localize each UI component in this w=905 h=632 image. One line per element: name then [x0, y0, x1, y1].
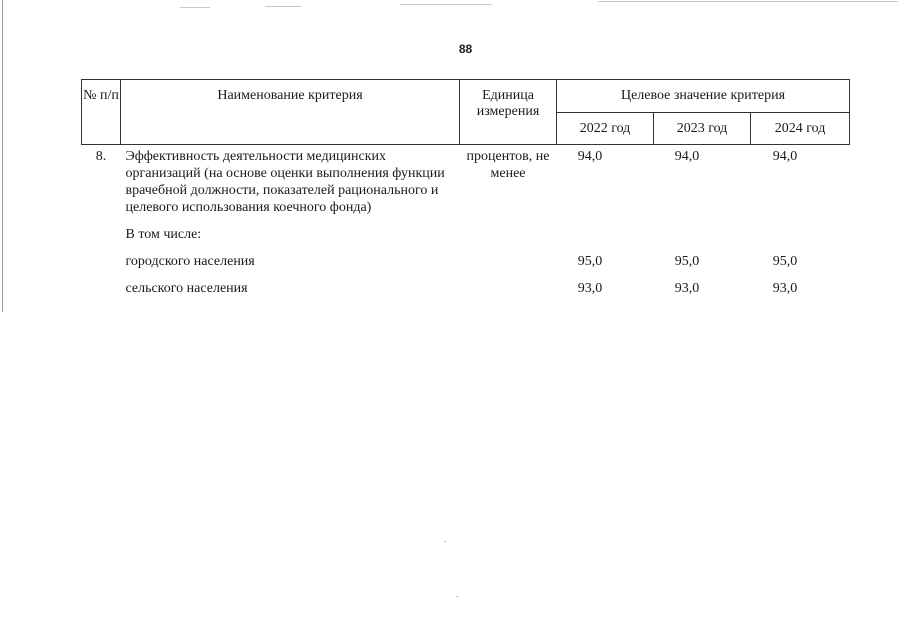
criterion-unit [460, 270, 557, 297]
scan-artifact-line [180, 7, 210, 8]
row-number [82, 270, 121, 297]
header-year-2023: 2023 год [654, 113, 751, 145]
table-row [82, 243, 850, 270]
scan-artifact-line [265, 6, 301, 7]
header-criterion-name: Наименование критерия [121, 80, 460, 145]
subgroup-label: В том числе: [125, 227, 202, 242]
value-2024: 95,0 [772, 254, 798, 269]
header-number: № п/п [82, 80, 121, 145]
value-2023 [654, 216, 751, 243]
criterion-unit [460, 243, 557, 270]
criterion-name: городского населения [125, 254, 255, 269]
value-2023: 95,0 [674, 254, 700, 269]
value-2023: 93,0 [674, 281, 700, 296]
row-number [82, 243, 121, 270]
scan-speck [456, 596, 458, 597]
criteria-table [81, 79, 850, 297]
scan-artifact-line [400, 4, 492, 5]
criterion-unit [460, 216, 557, 243]
value-2024: 94,0 [772, 149, 798, 164]
criterion-name: Эффективность деятельности медицинских организаций (на основе оценки выполнения функции врачебной должности, показателей рационального и целевого использования коечного фонда) [125, 149, 445, 215]
scan-artifact-line [598, 1, 898, 2]
criterion-unit: процентов, не менее [466, 149, 550, 181]
scan-speck [444, 541, 446, 542]
page-number: 88 [458, 42, 473, 56]
header-year-2024: 2024 год [751, 113, 850, 145]
header-year-2022: 2022 год [557, 113, 654, 145]
value-2022: 93,0 [577, 281, 603, 296]
table-row [82, 270, 850, 297]
value-2022 [557, 216, 654, 243]
value-2024 [751, 216, 850, 243]
header-target-value: Целевое значение критерия [557, 80, 850, 113]
value-2022: 95,0 [577, 254, 603, 269]
value-2024: 93,0 [772, 281, 798, 296]
table-row [82, 216, 850, 243]
row-number [82, 216, 121, 243]
row-number: 8. [95, 149, 107, 164]
criterion-name: сельского населения [125, 281, 248, 296]
header-unit: Единица измерения [460, 80, 557, 145]
value-2022: 94,0 [577, 149, 603, 164]
value-2023: 94,0 [674, 149, 700, 164]
table-row [82, 145, 850, 217]
